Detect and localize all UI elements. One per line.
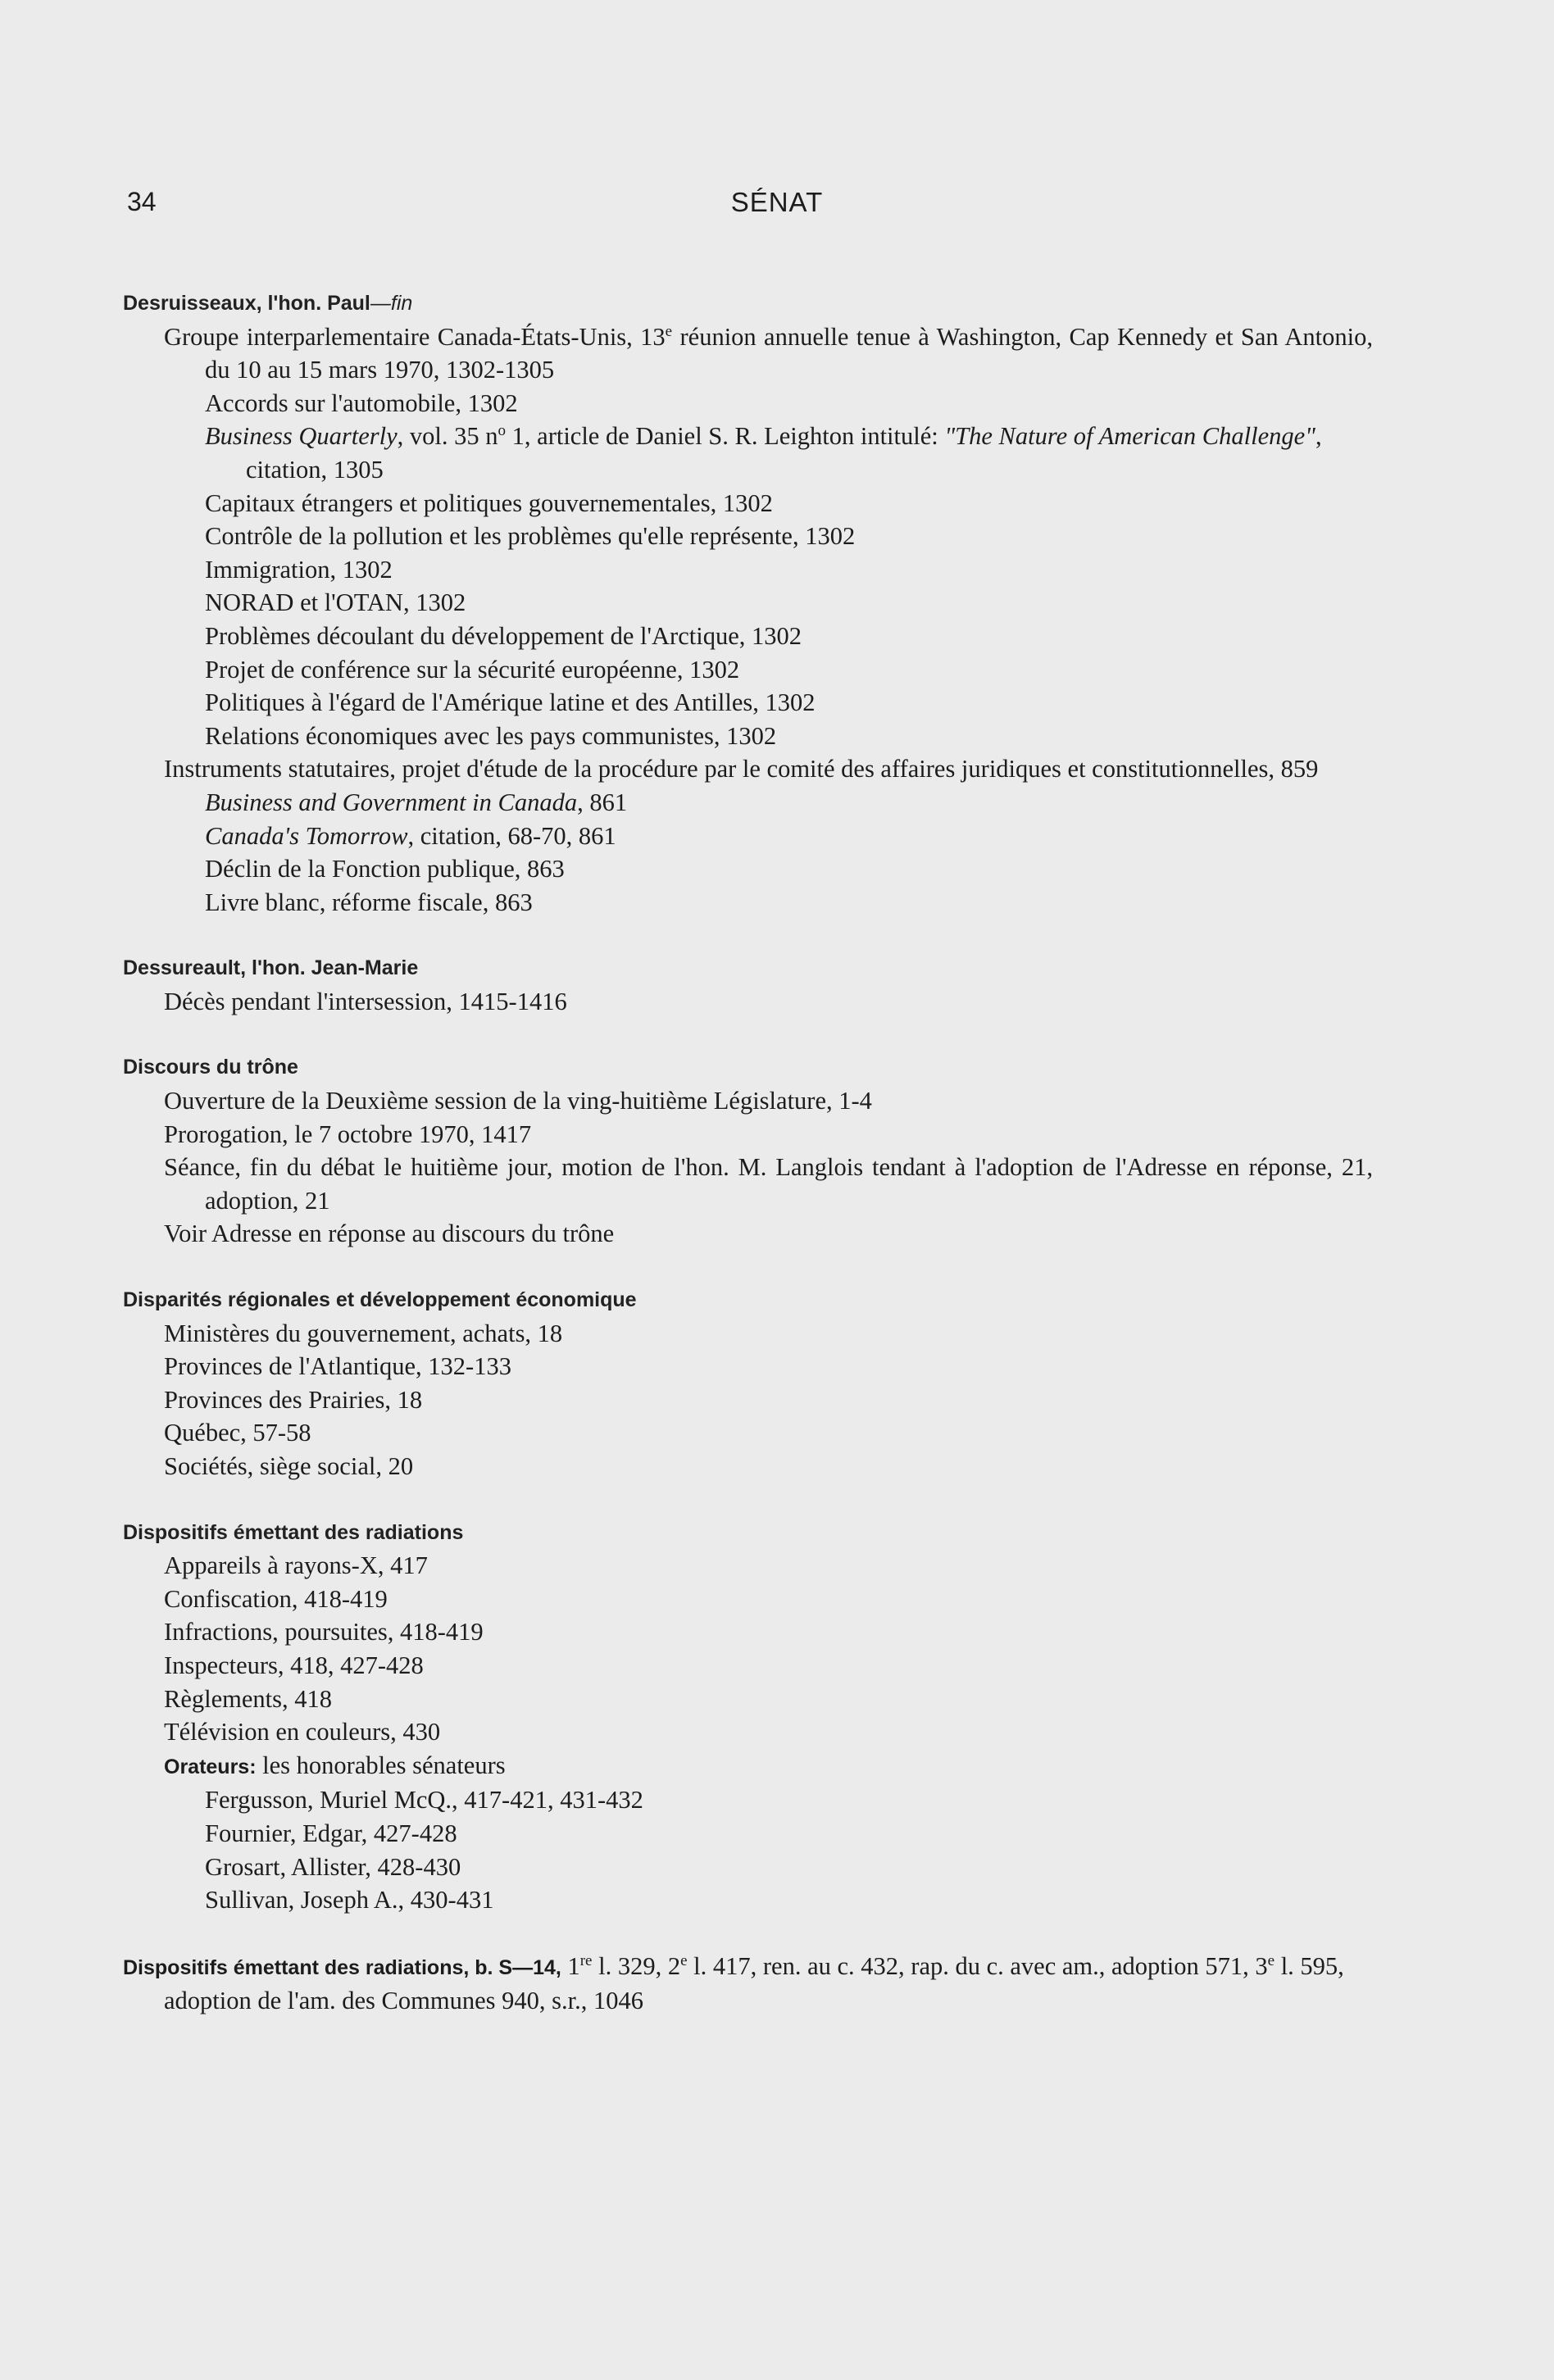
index-entry: Infractions, poursuites, 418-419: [164, 1618, 484, 1646]
index-entry: Prorogation, le 7 octobre 1970, 1417: [164, 1120, 532, 1148]
index-entry: Sociétés, siège social, 20: [164, 1452, 414, 1480]
index-entry: Québec, 57-58: [164, 1419, 311, 1447]
index-entry: [123, 320, 1373, 387]
index-subentry: [123, 420, 1373, 486]
index-subentry: Relations économiques avec les pays communistes, 1302: [205, 721, 777, 750]
superscript: e: [1267, 1951, 1275, 1969]
index-entry: Inspecteurs, 418, 427-428: [164, 1651, 424, 1679]
index-subentry: [123, 786, 1373, 820]
page-title: SÉNAT: [730, 187, 824, 217]
superscript: o: [498, 422, 507, 440]
entry-text: l. 329, 2: [592, 1951, 681, 1980]
entry-text: , vol. 35 n: [397, 422, 498, 451]
index-subentry: Projet de conférence sur la sécurité européenne, 1302: [205, 655, 740, 684]
index-entry: Instruments statutaires, projet d'étude de la procédure par le comité des affaires juridiques et constitutionnelles, 859: [164, 755, 1319, 783]
speakers-label: Orateurs:: [164, 1755, 257, 1778]
entry-text: , 861: [577, 788, 628, 816]
index-section-dispositifs: [123, 1516, 1373, 1917]
index-subentry: Problèmes découlant du développement de l'Arctique, 1302: [205, 621, 802, 650]
heading-name: Desruisseaux, l'hon. Paul: [123, 292, 370, 315]
index-entry: Provinces de l'Atlantique, 132-133: [164, 1352, 511, 1381]
section-heading: [123, 287, 1373, 320]
section-heading: Disparités régionales et développement économique: [123, 1288, 637, 1312]
publication-title: Canada's Tomorrow: [205, 821, 408, 850]
index-section-desruisseaux: [123, 287, 1373, 919]
index-entry: Appareils à rayons-X, 417: [164, 1551, 428, 1580]
index-entry: Décès pendant l'intersession, 1415-1416: [164, 987, 567, 1015]
index-entry: Ministères du gouvernement, achats, 18: [164, 1319, 563, 1347]
publication-title: Business Quarterly: [205, 422, 398, 451]
speaker-item: Sullivan, Joseph A., 430-431: [205, 1886, 494, 1914]
speaker-item: Grosart, Allister, 428-430: [205, 1852, 461, 1881]
index-subentry: Capitaux étrangers et politiques gouvernementales, 1302: [205, 488, 773, 517]
publication-title: Business and Government in Canada: [205, 788, 578, 816]
index-subentry: Accords sur l'automobile, 1302: [205, 388, 518, 417]
index-entry: Séance, fin du débat le huitième jour, motion de l'hon. M. Langlois tendant à l'adoption de l'Adresse en réponse, 21, adoption, 21: [164, 1153, 1373, 1215]
index-section-disparites: [123, 1283, 1373, 1483]
section-heading: Dispositifs émettant des radiations: [123, 1520, 464, 1544]
entry-text: 1, article de Daniel S. R. Leighton intitulé:: [506, 422, 945, 451]
index-section-bill-s14: [123, 1950, 1373, 2018]
index-subentry: Contrôle de la pollution et les problèmes qu'elle représente, 1302: [205, 522, 856, 551]
superscript: e: [680, 1951, 688, 1969]
section-heading: Dispositifs émettant des radiations, b. S—14,: [123, 1955, 561, 1979]
index-content: [123, 287, 1373, 2051]
heading-suffix: —fin: [370, 292, 413, 315]
index-section-discours-du-trone: [123, 1051, 1373, 1251]
entry-text: Groupe interparlementaire Canada-États-Unis, 13: [164, 322, 666, 351]
entry-text: , citation, 68-70, 861: [407, 821, 616, 850]
section-heading: Discours du trône: [123, 1056, 298, 1079]
index-section-dessureault: [123, 952, 1373, 1018]
index-entry: Ouverture de la Deuxième session de la ving-huitième Législature, 1-4: [164, 1087, 872, 1115]
index-entry: Règlements, 418: [164, 1684, 332, 1713]
section-heading: Dessureault, l'hon. Jean-Marie: [123, 956, 419, 980]
index-entry: Voir Adresse en réponse au discours du trône: [164, 1220, 615, 1248]
superscript: e: [665, 322, 673, 340]
bill-entry: [123, 1950, 1373, 2018]
index-subentry: NORAD et l'OTAN, 1302: [205, 588, 466, 617]
index-subentry: Livre blanc, réforme fiscale, 863: [205, 888, 533, 916]
page-number: 34: [127, 187, 157, 216]
index-subentry: [123, 820, 1373, 853]
entry-text: , citation, 1305: [246, 422, 1322, 484]
entry-text: 1: [561, 1951, 580, 1980]
index-entry: Provinces des Prairies, 18: [164, 1385, 423, 1414]
index-entry: Confiscation, 418-419: [164, 1584, 388, 1613]
entry-text: les honorables sénateurs: [256, 1751, 506, 1779]
entry-text: l. 595, adoption de l'am. des Communes 940, s.r., 1046: [164, 1951, 1344, 2015]
index-subentry: Immigration, 1302: [205, 555, 393, 584]
entry-text: réunion annuelle tenue à Washington, Cap Kennedy et San Antonio, du 10 au 15 mars 1970, 1302-1305: [205, 322, 1373, 384]
speakers-entry: [123, 1749, 1373, 1784]
entry-text: l. 417, ren. au c. 432, rap. du c. avec am., adoption 571, 3: [687, 1951, 1268, 1980]
superscript: re: [579, 1951, 593, 1969]
index-subentry: Politiques à l'égard de l'Amérique latine et des Antilles, 1302: [205, 688, 816, 717]
index-subentry: Déclin de la Fonction publique, 863: [205, 855, 565, 883]
article-title: "The Nature of American Challenge": [944, 422, 1315, 451]
index-entry: Télévision en couleurs, 430: [164, 1718, 441, 1746]
speaker-item: Fergusson, Muriel McQ., 417-421, 431-432: [205, 1786, 643, 1815]
speaker-item: Fournier, Edgar, 427-428: [205, 1819, 457, 1847]
